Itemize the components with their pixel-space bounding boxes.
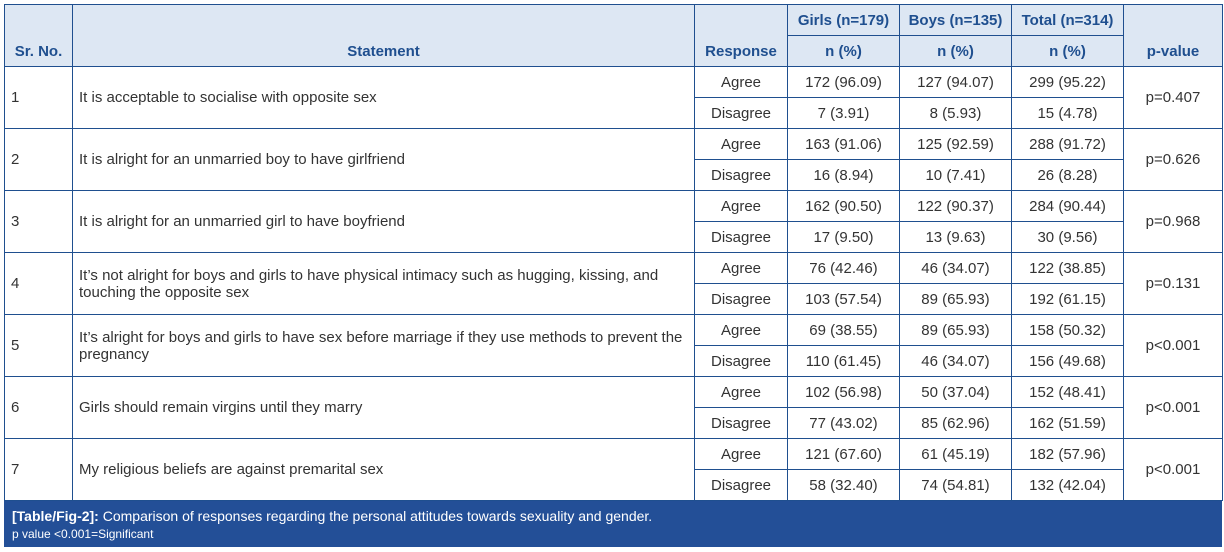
boys-cell: 61 (45.19) <box>900 439 1012 470</box>
table-row <box>5 191 1223 222</box>
boys-cell: 10 (7.41) <box>900 160 1012 191</box>
header-total-unit: n (%) <box>1012 36 1124 67</box>
response-cell: Agree <box>695 315 788 346</box>
response-cell: Disagree <box>695 98 788 129</box>
girls-cell: 76 (42.46) <box>788 253 900 284</box>
response-cell: Agree <box>695 439 788 470</box>
statement-cell: It’s not alright for boys and girls to have physical intimacy such as hugging, kissing, and touching the opposite sex <box>73 253 695 315</box>
girls-cell: 121 (67.60) <box>788 439 900 470</box>
girls-cell: 58 (32.40) <box>788 470 900 501</box>
pvalue-cell: p<0.001 <box>1124 439 1223 501</box>
total-cell: 122 (38.85) <box>1012 253 1124 284</box>
header-girls: Girls (n=179) <box>788 5 900 36</box>
sr-no-cell: 1 <box>5 67 73 129</box>
boys-cell: 127 (94.07) <box>900 67 1012 98</box>
total-cell: 299 (95.22) <box>1012 67 1124 98</box>
caption-text: Comparison of responses regarding the personal attitudes towards sexuality and gender. <box>98 508 653 524</box>
boys-cell: 125 (92.59) <box>900 129 1012 160</box>
sr-no-cell: 2 <box>5 129 73 191</box>
sr-no-cell: 3 <box>5 191 73 253</box>
boys-cell: 89 (65.93) <box>900 315 1012 346</box>
statement-cell: It is alright for an unmarried girl to have boyfriend <box>73 191 695 253</box>
boys-cell: 74 (54.81) <box>900 470 1012 501</box>
girls-cell: 69 (38.55) <box>788 315 900 346</box>
response-cell: Agree <box>695 191 788 222</box>
header-pvalue: p-value <box>1124 5 1223 67</box>
girls-cell: 102 (56.98) <box>788 377 900 408</box>
caption-ref: [Table/Fig-2]: <box>12 508 99 524</box>
sr-no-cell: 4 <box>5 253 73 315</box>
girls-cell: 163 (91.06) <box>788 129 900 160</box>
sr-no-cell: 7 <box>5 439 73 501</box>
response-cell: Disagree <box>695 346 788 377</box>
header-girls-unit: n (%) <box>788 36 900 67</box>
total-cell: 192 (61.15) <box>1012 284 1124 315</box>
table-figure <box>4 4 1222 547</box>
total-cell: 15 (4.78) <box>1012 98 1124 129</box>
boys-cell: 85 (62.96) <box>900 408 1012 439</box>
girls-cell: 110 (61.45) <box>788 346 900 377</box>
pvalue-cell: p=0.968 <box>1124 191 1223 253</box>
caption-line <box>12 508 1214 524</box>
attitudes-table <box>4 4 1223 501</box>
boys-cell: 8 (5.93) <box>900 98 1012 129</box>
response-cell: Disagree <box>695 160 788 191</box>
boys-cell: 46 (34.07) <box>900 253 1012 284</box>
total-cell: 26 (8.28) <box>1012 160 1124 191</box>
girls-cell: 17 (9.50) <box>788 222 900 253</box>
statement-cell: Girls should remain virgins until they marry <box>73 377 695 439</box>
total-cell: 132 (42.04) <box>1012 470 1124 501</box>
response-cell: Agree <box>695 129 788 160</box>
header-total: Total (n=314) <box>1012 5 1124 36</box>
header-response: Response <box>695 5 788 67</box>
table-row <box>5 315 1223 346</box>
statement-cell: It’s alright for boys and girls to have sex before marriage if they use methods to prevent the pregnancy <box>73 315 695 377</box>
response-cell: Disagree <box>695 284 788 315</box>
table-row <box>5 439 1223 470</box>
boys-cell: 50 (37.04) <box>900 377 1012 408</box>
boys-cell: 89 (65.93) <box>900 284 1012 315</box>
response-cell: Disagree <box>695 470 788 501</box>
pvalue-cell: p=0.626 <box>1124 129 1223 191</box>
statement-cell: My religious beliefs are against premarital sex <box>73 439 695 501</box>
total-cell: 158 (50.32) <box>1012 315 1124 346</box>
total-cell: 30 (9.56) <box>1012 222 1124 253</box>
caption-note: p value <0.001=Significant <box>12 527 154 541</box>
response-cell: Agree <box>695 377 788 408</box>
sr-no-cell: 5 <box>5 315 73 377</box>
girls-cell: 77 (43.02) <box>788 408 900 439</box>
girls-cell: 7 (3.91) <box>788 98 900 129</box>
boys-cell: 46 (34.07) <box>900 346 1012 377</box>
table-row <box>5 377 1223 408</box>
girls-cell: 16 (8.94) <box>788 160 900 191</box>
total-cell: 288 (91.72) <box>1012 129 1124 160</box>
total-cell: 156 (49.68) <box>1012 346 1124 377</box>
response-cell: Agree <box>695 253 788 284</box>
pvalue-cell: p=0.131 <box>1124 253 1223 315</box>
header-statement: Statement <box>73 5 695 67</box>
pvalue-cell: p<0.001 <box>1124 315 1223 377</box>
header-sr-no: Sr. No. <box>5 5 73 67</box>
girls-cell: 162 (90.50) <box>788 191 900 222</box>
total-cell: 162 (51.59) <box>1012 408 1124 439</box>
header-row-top <box>5 5 1223 36</box>
table-row <box>5 253 1223 284</box>
boys-cell: 13 (9.63) <box>900 222 1012 253</box>
response-cell: Disagree <box>695 222 788 253</box>
girls-cell: 103 (57.54) <box>788 284 900 315</box>
girls-cell: 172 (96.09) <box>788 67 900 98</box>
statement-cell: It is alright for an unmarried boy to have girlfriend <box>73 129 695 191</box>
sr-no-cell: 6 <box>5 377 73 439</box>
pvalue-cell: p<0.001 <box>1124 377 1223 439</box>
boys-cell: 122 (90.37) <box>900 191 1012 222</box>
table-row <box>5 129 1223 160</box>
total-cell: 152 (48.41) <box>1012 377 1124 408</box>
response-cell: Agree <box>695 67 788 98</box>
table-row <box>5 67 1223 98</box>
header-boys: Boys (n=135) <box>900 5 1012 36</box>
pvalue-cell: p=0.407 <box>1124 67 1223 129</box>
header-boys-unit: n (%) <box>900 36 1012 67</box>
table-caption <box>4 501 1222 547</box>
total-cell: 182 (57.96) <box>1012 439 1124 470</box>
total-cell: 284 (90.44) <box>1012 191 1124 222</box>
response-cell: Disagree <box>695 408 788 439</box>
statement-cell: It is acceptable to socialise with opposite sex <box>73 67 695 129</box>
